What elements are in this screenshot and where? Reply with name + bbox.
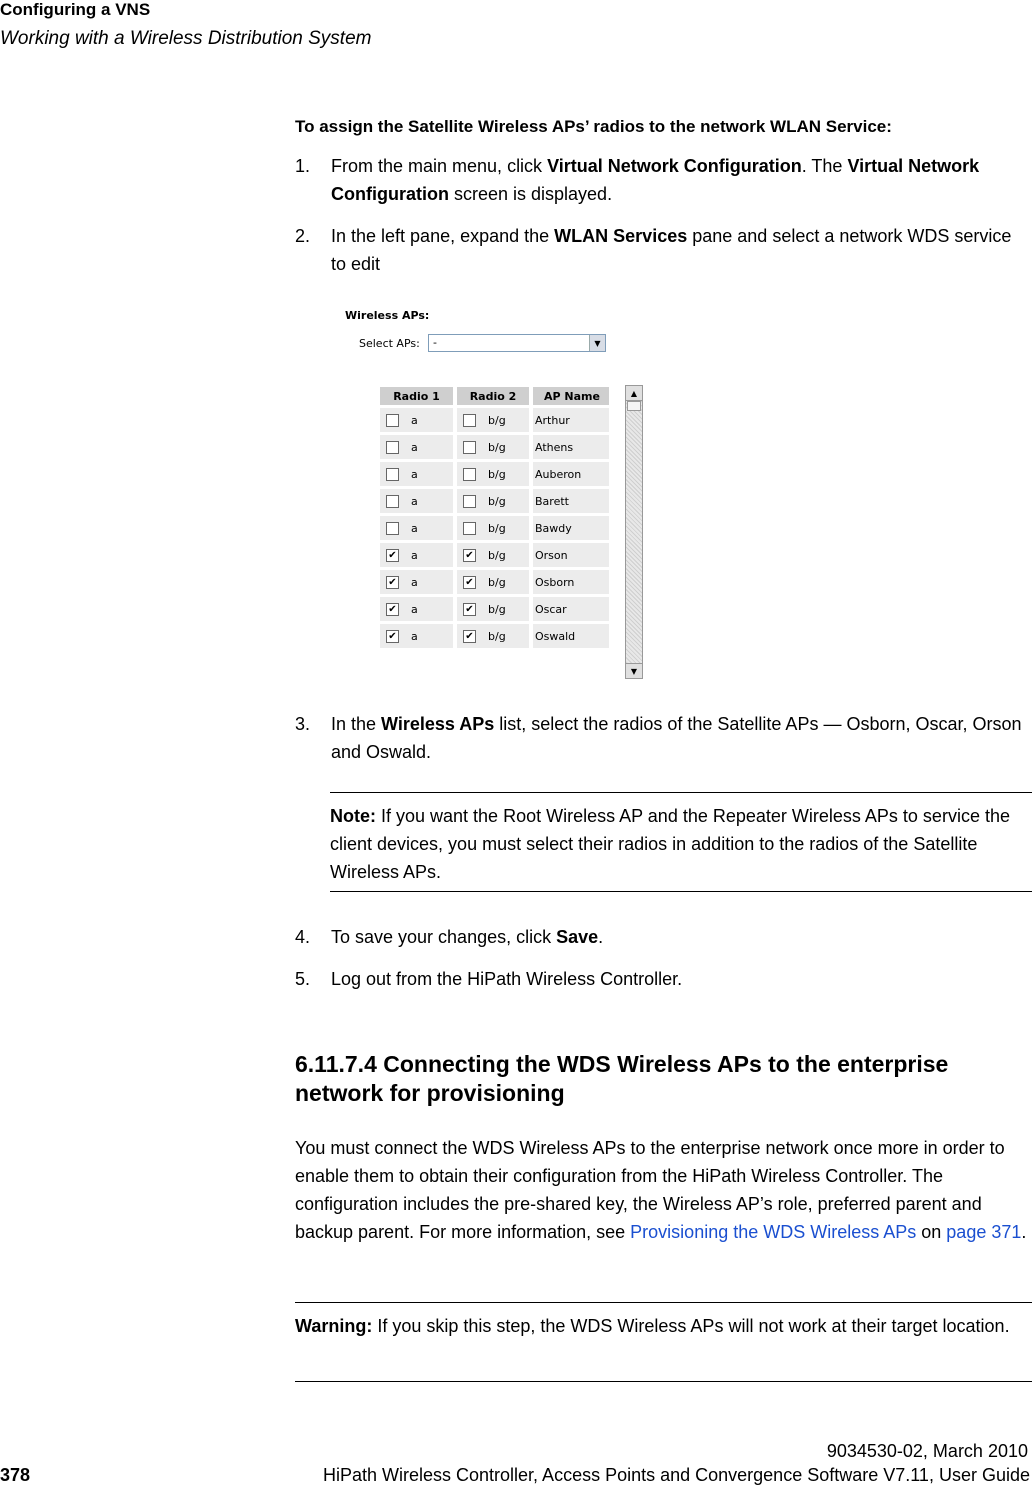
radio-2-checkbox[interactable]: ✔: [463, 630, 476, 643]
scroll-down-icon[interactable]: ▼: [626, 663, 642, 678]
step-text: pane and select a network WDS service to edit: [331, 226, 1012, 274]
radio-1-label: a: [411, 575, 418, 589]
radio-2-cell: [457, 516, 529, 540]
note-block: [330, 802, 1032, 886]
body-paragraph: [295, 1134, 1032, 1246]
radio-1-checkbox[interactable]: [386, 495, 399, 508]
column-header-radio-2: Radio 2: [457, 387, 529, 405]
ui-term: Virtual Network Configuration: [547, 156, 802, 176]
header-subtitle: Working with a Wireless Distribution System: [0, 28, 372, 49]
step-3: [295, 710, 1030, 766]
note-top-rule: [330, 792, 1032, 793]
ap-name-cell: [533, 543, 609, 567]
ui-term: Virtual Network Configuration: [331, 156, 980, 204]
step-text: Log out from the HiPath Wireless Controller.: [331, 969, 683, 989]
page-number: 378: [0, 1465, 31, 1485]
table-row: [380, 516, 613, 540]
warning-block: [295, 1312, 1032, 1340]
ap-name: Auberon: [535, 467, 582, 481]
radio-2-checkbox[interactable]: [463, 522, 476, 535]
ap-name-cell: [533, 516, 609, 540]
step-1: [295, 152, 1030, 208]
step-text: In the left pane, expand the: [331, 226, 555, 246]
step-text: . The: [801, 156, 848, 176]
paragraph-text: on: [916, 1222, 947, 1242]
ap-name-cell: [533, 408, 609, 432]
radio-2-cell: [457, 624, 529, 648]
step-text: From the main menu, click: [331, 156, 548, 176]
select-aps-dropdown[interactable]: [428, 334, 606, 352]
ap-name: Athens: [535, 440, 574, 454]
ap-name: Arthur: [535, 413, 570, 427]
column-header-radio-1: Radio 1: [380, 387, 453, 405]
note-label: Note:: [330, 806, 376, 826]
wireless-aps-screenshot: [340, 303, 650, 683]
radio-1-label: a: [411, 602, 418, 616]
radio-1-label: a: [411, 494, 418, 508]
column-header-ap-name: AP Name: [533, 387, 609, 405]
select-aps-value: -: [433, 336, 437, 349]
ap-name: Oswald: [535, 629, 576, 643]
radio-2-cell: [457, 543, 529, 567]
radio-1-cell: [380, 408, 453, 432]
step-number: 1.: [295, 156, 311, 176]
radio-1-cell: [380, 516, 453, 540]
table-row: [380, 435, 613, 459]
radio-2-checkbox[interactable]: [463, 468, 476, 481]
radio-1-checkbox[interactable]: ✔: [386, 549, 399, 562]
radio-1-cell: [380, 570, 453, 594]
footer-doc-number: 9034530-02, March 2010: [826, 1441, 1028, 1461]
ap-name-cell: [533, 462, 609, 486]
radio-1-checkbox[interactable]: ✔: [386, 630, 399, 643]
table-scrollbar[interactable]: [625, 385, 643, 679]
wireless-aps-label: Wireless APs:: [345, 309, 430, 322]
radio-2-checkbox[interactable]: ✔: [463, 603, 476, 616]
header-title: Configuring a VNS: [0, 0, 151, 19]
step-text: screen is displayed.: [448, 184, 613, 204]
ap-name: Orson: [535, 548, 568, 562]
note-text: If you want the Root Wireless AP and the Repeater Wireless APs to service the client devices, you must select their radios in addition to the radios of the Satellite Wireless APs.: [330, 806, 1010, 882]
note-bottom-rule: [330, 891, 1032, 892]
radio-1-checkbox[interactable]: [386, 522, 399, 535]
radio-2-label: b/g: [488, 440, 506, 454]
select-aps-label: Select APs:: [359, 337, 420, 350]
step-number: 5.: [295, 969, 311, 989]
radio-2-label: b/g: [488, 413, 506, 427]
ui-term: WLAN Services: [554, 226, 688, 246]
table-row: [380, 543, 613, 567]
step-2: [295, 222, 1030, 278]
radio-2-checkbox[interactable]: [463, 414, 476, 427]
radio-1-checkbox[interactable]: [386, 414, 399, 427]
radio-2-cell: [457, 462, 529, 486]
ap-name: Oscar: [535, 602, 567, 616]
step-5: [295, 965, 1030, 993]
radio-2-label: b/g: [488, 575, 506, 589]
table-row: [380, 489, 613, 513]
step-text: list, select the radios of the Satellite APs — Osborn, Oscar, Orson and Oswald.: [331, 714, 1022, 762]
radio-1-label: a: [411, 548, 418, 562]
radio-1-checkbox[interactable]: [386, 441, 399, 454]
ap-name: Barett: [535, 494, 569, 508]
section-heading: 6.11.7.4 Connecting the WDS Wireless APs to the enterprise network for provisioning: [295, 1051, 949, 1106]
radio-1-checkbox[interactable]: [386, 468, 399, 481]
radio-1-cell: [380, 543, 453, 567]
ap-name: Bawdy: [535, 521, 572, 535]
radio-1-cell: [380, 624, 453, 648]
radio-1-label: a: [411, 629, 418, 643]
radio-1-label: a: [411, 440, 418, 454]
radio-2-cell: [457, 597, 529, 621]
radio-1-checkbox[interactable]: ✔: [386, 603, 399, 616]
warning-label: Warning:: [295, 1316, 373, 1336]
radio-1-cell: [380, 597, 453, 621]
chevron-down-icon[interactable]: ▼: [589, 335, 605, 351]
step-text: .: [598, 927, 604, 947]
radio-2-label: b/g: [488, 602, 506, 616]
ui-term: Save: [556, 927, 599, 947]
radio-1-cell: [380, 435, 453, 459]
ap-name-cell: [533, 435, 609, 459]
step-number: 3.: [295, 714, 311, 734]
radio-2-checkbox[interactable]: [463, 495, 476, 508]
ui-term: Wireless APs: [381, 714, 495, 734]
step-number: 4.: [295, 927, 311, 947]
table-row: [380, 570, 613, 594]
radio-2-label: b/g: [488, 521, 506, 535]
radio-2-label: b/g: [488, 467, 506, 481]
radio-2-checkbox[interactable]: ✔: [463, 549, 476, 562]
table-header: [380, 387, 613, 405]
step-text: To save your changes, click: [331, 927, 557, 947]
radio-1-label: a: [411, 521, 418, 535]
warning-bottom-rule: [295, 1381, 1032, 1382]
radio-2-label: b/g: [488, 494, 506, 508]
link-provisioning[interactable]: Provisioning the WDS Wireless APs: [630, 1222, 917, 1242]
radio-1-checkbox[interactable]: ✔: [386, 576, 399, 589]
ap-name-cell: [533, 570, 609, 594]
warning-text: If you skip this step, the WDS Wireless APs will not work at their target location.: [372, 1316, 1010, 1336]
radio-2-label: b/g: [488, 548, 506, 562]
paragraph-text: You must connect the WDS Wireless APs to the enterprise network once more in order to enable them to obtain their configuration from the HiPath Wireless Controller. The configuration includes the pre-shared key, the Wireless AP’s role, preferred parent and backup parent. For more information, see: [295, 1138, 1005, 1242]
step-number: 2.: [295, 226, 311, 246]
radio-2-cell: [457, 408, 529, 432]
warning-top-rule: [295, 1302, 1032, 1303]
footer-guide-title: HiPath Wireless Controller, Access Points and Convergence Software V7.11, User Guide: [322, 1465, 1030, 1485]
radio-2-checkbox[interactable]: [463, 441, 476, 454]
table-row: [380, 624, 613, 648]
step-text: In the: [331, 714, 382, 734]
radio-1-cell: [380, 489, 453, 513]
scrollbar-thumb[interactable]: [627, 401, 641, 411]
ap-radio-table: [380, 387, 613, 648]
table-row: [380, 597, 613, 621]
radio-1-label: a: [411, 413, 418, 427]
ap-name-cell: [533, 597, 609, 621]
ap-name: Osborn: [535, 575, 575, 589]
paragraph-text: .: [1021, 1222, 1027, 1242]
link-page[interactable]: page 371: [946, 1222, 1022, 1242]
radio-1-cell: [380, 462, 453, 486]
step-4: [295, 923, 1030, 951]
scroll-up-icon[interactable]: ▲: [626, 386, 642, 401]
radio-2-checkbox[interactable]: ✔: [463, 576, 476, 589]
radio-2-cell: [457, 435, 529, 459]
ap-name-cell: [533, 624, 609, 648]
table-row: [380, 462, 613, 486]
radio-2-cell: [457, 489, 529, 513]
table-row: [380, 408, 613, 432]
ap-name-cell: [533, 489, 609, 513]
radio-2-label: b/g: [488, 629, 506, 643]
procedure-title: To assign the Satellite Wireless APs’ radios to the network WLAN Service:: [295, 117, 892, 136]
radio-1-label: a: [411, 467, 418, 481]
radio-2-cell: [457, 570, 529, 594]
